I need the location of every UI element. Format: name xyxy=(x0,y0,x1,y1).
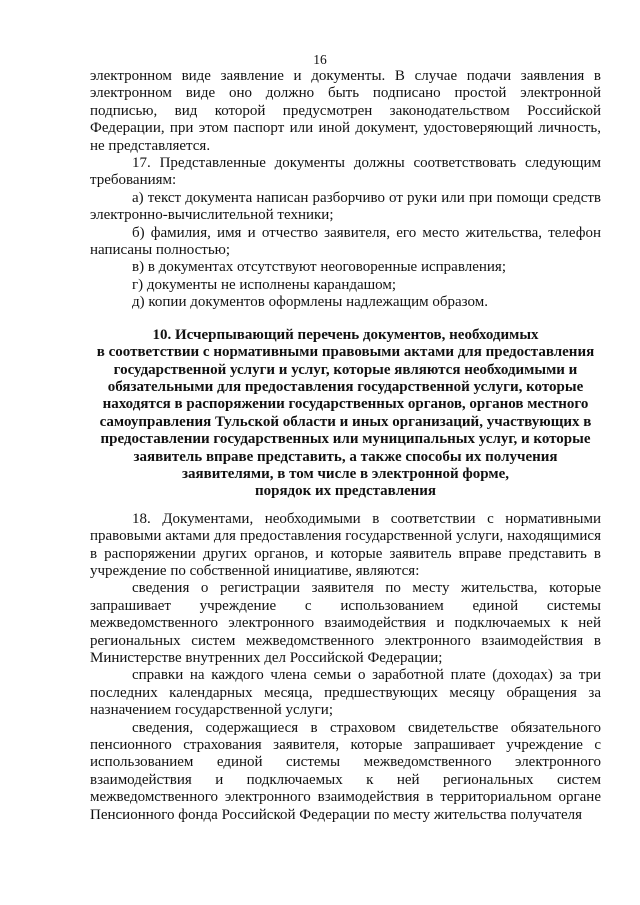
requirement-g: г) документы не исполнены карандашом; xyxy=(132,276,397,293)
heading-line: обязательными для предоставления государственной услуги, которые xyxy=(107,378,584,395)
requirement-v: в) в документах отсутствуют неоговоренные исправления; xyxy=(132,259,506,276)
heading-line: находятся в распоряжении государственных органов, органов местного xyxy=(102,396,589,413)
heading-line: в соответствии с нормативными правовыми актами для предоставления xyxy=(96,344,595,361)
heading-line: заявитель вправе представить, а также способы их получения xyxy=(133,448,558,465)
item-registration-info: сведения о регистрации заявителя по месту жительства, которые запрашивает учреждение с использованием единой системы межведомственного электронного взаимодействия и подключаемых к ней региональных систем межведомственного электронного взаимодействия в Министерстве внутренних дел Российской Федерации; xyxy=(90,580,601,666)
document-body xyxy=(90,68,601,824)
requirement-d: д) копии документов оформлены надлежащим образом. xyxy=(132,294,488,311)
heading-line: предоставлении государственных или муниципальных услуг, и которые xyxy=(100,431,591,448)
paragraph-17: 17. Представленные документы должны соответствовать следующим требованиям: xyxy=(90,155,601,189)
heading-line: порядок их представления xyxy=(254,483,437,500)
requirement-a: а) текст документа написан разборчиво от руки или при помощи средств электронно-вычислительной техники; xyxy=(90,189,601,224)
requirement-b: б) фамилия, имя и отчество заявителя, его место жительства, телефон написаны полностью; xyxy=(90,224,601,259)
paragraph-continuation: электронном виде заявление и документы. В случае подачи заявления в электронном виде оно должно быть подписано простой электронной подписью, вид которой предусмотрен законодательством Российской Федерации, при этом паспорт или иной документ, удостоверяющий личность, не представляется. xyxy=(90,68,601,154)
item-pension-insurance-info: сведения, содержащиеся в страховом свидетельстве обязательного пенсионного страхования заявителя, которые запрашивает учреждение с использованием единой системы межведомственного электронного взаимодействия и подключаемых к ней региональных систем межведомственного электронного взаимодействия в территориальном органе Пенсионного фонда Российской Федерации по месту жительства получателя xyxy=(90,719,601,823)
heading-line: государственной услуги и услуг, которые являются необходимыми и xyxy=(113,361,578,378)
heading-line: заявителями, в том числе в электронной форме, xyxy=(181,465,510,482)
heading-line: самоуправления Тульской области и иных организаций, участвующих в xyxy=(99,413,592,430)
item-income-certificates: справки на каждого члена семьи о заработной плате (доходах) за три последних календарных месяца, предшествующих месяцу обращения за назначением государственной услуги; xyxy=(90,667,601,719)
paragraph-18: 18. Документами, необходимыми в соответствии с нормативными правовыми актами для предоставления государственной услуги, находящимися в распоряжении других органов, и которые заявитель вправе представить в учреждение по собственной инициативе, являются: xyxy=(90,510,601,579)
section-10-heading xyxy=(90,327,601,501)
page-number: 16 xyxy=(313,52,327,67)
heading-line: 10. Исчерпывающий перечень документов, необходимых xyxy=(152,326,539,343)
